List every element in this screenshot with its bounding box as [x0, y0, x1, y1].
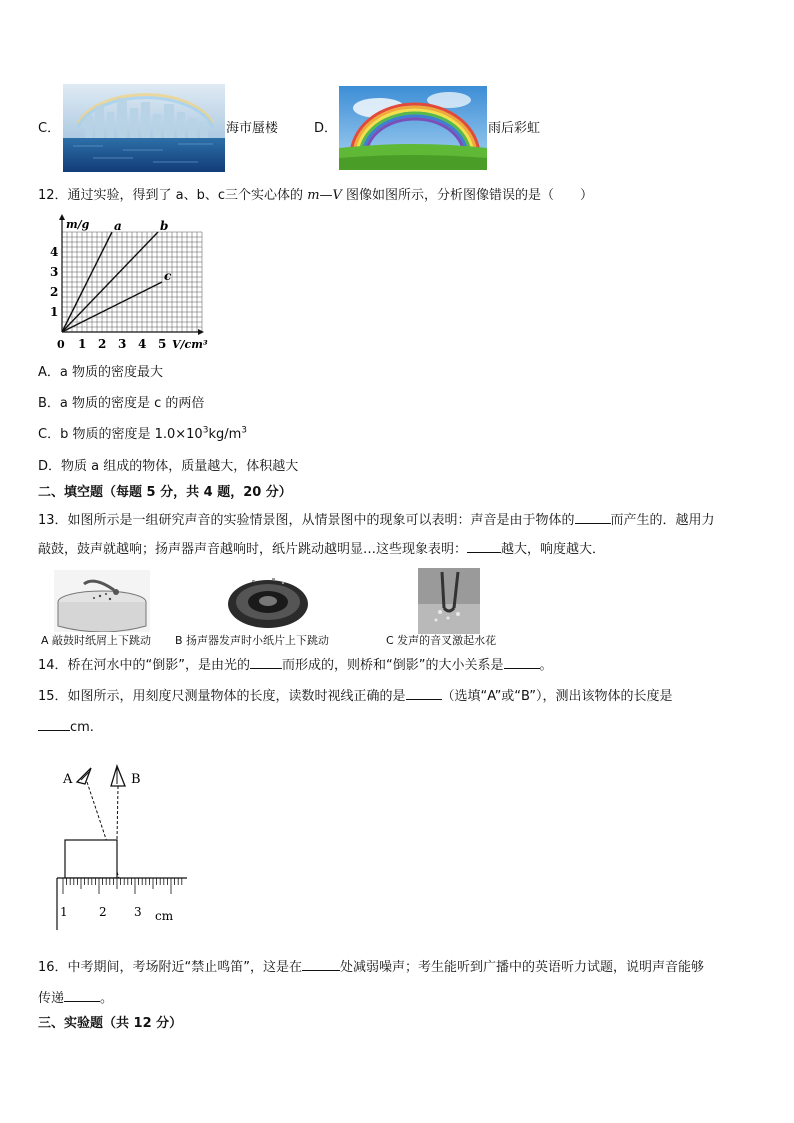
q13-caption-c: C 发声的音叉激起水花: [386, 634, 497, 647]
ruler-number-1: 1: [60, 905, 68, 919]
q14-blank-2[interactable]: [504, 656, 540, 669]
q16-line2: [38, 989, 113, 1008]
y-tick-label: 2: [50, 285, 59, 299]
graph-grid: [62, 232, 202, 332]
y-tick-label: 1: [50, 305, 59, 319]
x-tick-label: 1: [78, 337, 87, 351]
ruler-number-3: 3: [134, 905, 142, 919]
q16-line2-pre: 传递: [38, 991, 65, 1006]
q13-blank-1[interactable]: [575, 511, 611, 524]
mass-volume-graph: [38, 212, 218, 352]
q16-line1-post: 处减弱噪声；考生能听到广播中的英语听力试题，说明声音能够: [340, 960, 705, 975]
eye-b-icon: [111, 766, 125, 786]
q12-stem-post: 图像如图所示，分析图像错误的是（ ）: [341, 188, 594, 203]
q12-option-c: C．b 物质的密度是 $1.0\times 10^3kg/m^3$: [38, 425, 247, 442]
graph-y-label: m/g: [66, 218, 90, 231]
q11-option-d-letter: D．: [314, 121, 338, 136]
q16-blank-2[interactable]: [64, 989, 100, 1002]
q13-line2-pre: 敲鼓，鼓声就越响；扬声器声音越响时，纸片跳动越明显…这些现象表明：: [38, 542, 468, 557]
sight-line-b: [117, 786, 118, 840]
x-tick-label: 4: [138, 337, 147, 351]
q15-blank-2[interactable]: [38, 718, 70, 731]
x-tick-label: 3: [118, 337, 127, 351]
series-label-b: b: [160, 219, 169, 233]
mirage-image: [63, 84, 225, 172]
q13-line2-post: 越大，响度越大．: [501, 542, 606, 557]
q13-caption-a: A 敲鼓时纸屑上下跳动: [41, 634, 152, 647]
eye-a-icon: [77, 768, 91, 784]
q13-line1: [38, 511, 715, 530]
q13-blank-2[interactable]: [467, 540, 501, 553]
q15-line2-post: cm.: [70, 720, 94, 735]
graph-origin: 0: [57, 338, 65, 351]
q15-line1-post: （选填“A”或“B”），测出该物体的长度是: [441, 689, 673, 704]
q16-line1: [38, 958, 704, 977]
q16-blank-1[interactable]: [302, 958, 340, 971]
drum-image: [54, 570, 150, 632]
q12-option-a: A．a 物质的密度最大: [38, 365, 163, 380]
y-tick-label: 4: [50, 245, 59, 259]
q15-line1: [38, 687, 672, 706]
ruler-figure: [55, 760, 195, 930]
graph-y-ticks: [50, 245, 58, 319]
q12-stem-var: m—V: [307, 188, 342, 203]
section-3-heading: 三、实验题（共 12 分）: [38, 1016, 183, 1031]
q15-blank-1[interactable]: [406, 687, 442, 700]
q12-stem-pre: 12．通过实验，得到了 a、b、c三个实心体的: [38, 188, 308, 203]
series-label-a: a: [114, 219, 122, 233]
q15-line1-pre: 15．如图所示，用刻度尺测量物体的长度，读数时视线正确的是: [38, 689, 406, 704]
q13-line1-pre: 13．如图所示是一组研究声音的实验情景图，从情景图中的现象可以表明：声音是由于物体的: [38, 513, 575, 528]
graph-line-labels: [114, 219, 172, 283]
series-label-c: c: [164, 269, 172, 283]
eye-b-label: B: [131, 772, 141, 787]
ruler-unit: cm: [155, 909, 174, 923]
q11-option-c-caption: 海市蜃楼: [226, 121, 279, 136]
q15-line2: [38, 718, 94, 737]
graph-x-label: V/cm³: [172, 338, 208, 351]
q14-pre: 14．桥在河水中的“倒影”，是由光的: [38, 658, 251, 673]
q13-line1-post: 而产生的．越用力: [610, 513, 715, 528]
x-tick-label: 5: [158, 337, 167, 351]
q13-line2: [38, 540, 605, 559]
q14-blank-1[interactable]: [250, 656, 282, 669]
measured-object: [65, 840, 117, 878]
section-2-heading: 二、填空题（每题 5 分，共 4 题，20 分）: [38, 485, 292, 500]
graph-x-ticks: [78, 337, 166, 351]
q12-option-d: D．物质 a 组成的物体，质量越大，体积越大: [38, 459, 299, 474]
q14-line: [38, 656, 553, 675]
q12-stem: [38, 187, 593, 205]
q14-mid: 而形成的，则桥和“倒影”的大小关系是: [282, 658, 504, 673]
speaker-image: [222, 570, 314, 632]
eye-a-label: A: [63, 772, 73, 787]
q16-line1-pre: 16．中考期间，考场附近“禁止鸣笛”，这是在: [38, 960, 303, 975]
tuning-fork-image: [418, 568, 480, 634]
rainbow-image: [339, 86, 487, 170]
q11-option-d-caption: 雨后彩虹: [488, 121, 541, 136]
q11-option-c-letter: C．: [38, 121, 61, 136]
q13-caption-b: B 扬声器发声时小纸片上下跳动: [175, 634, 330, 647]
y-tick-label: 3: [50, 265, 59, 279]
q16-line2-post: 。: [100, 991, 114, 1006]
x-tick-label: 2: [98, 337, 107, 351]
ruler-number-2: 2: [99, 905, 107, 919]
q12-option-b: B．a 物质的密度是 c 的两倍: [38, 396, 205, 411]
q14-post: 。: [539, 658, 553, 673]
